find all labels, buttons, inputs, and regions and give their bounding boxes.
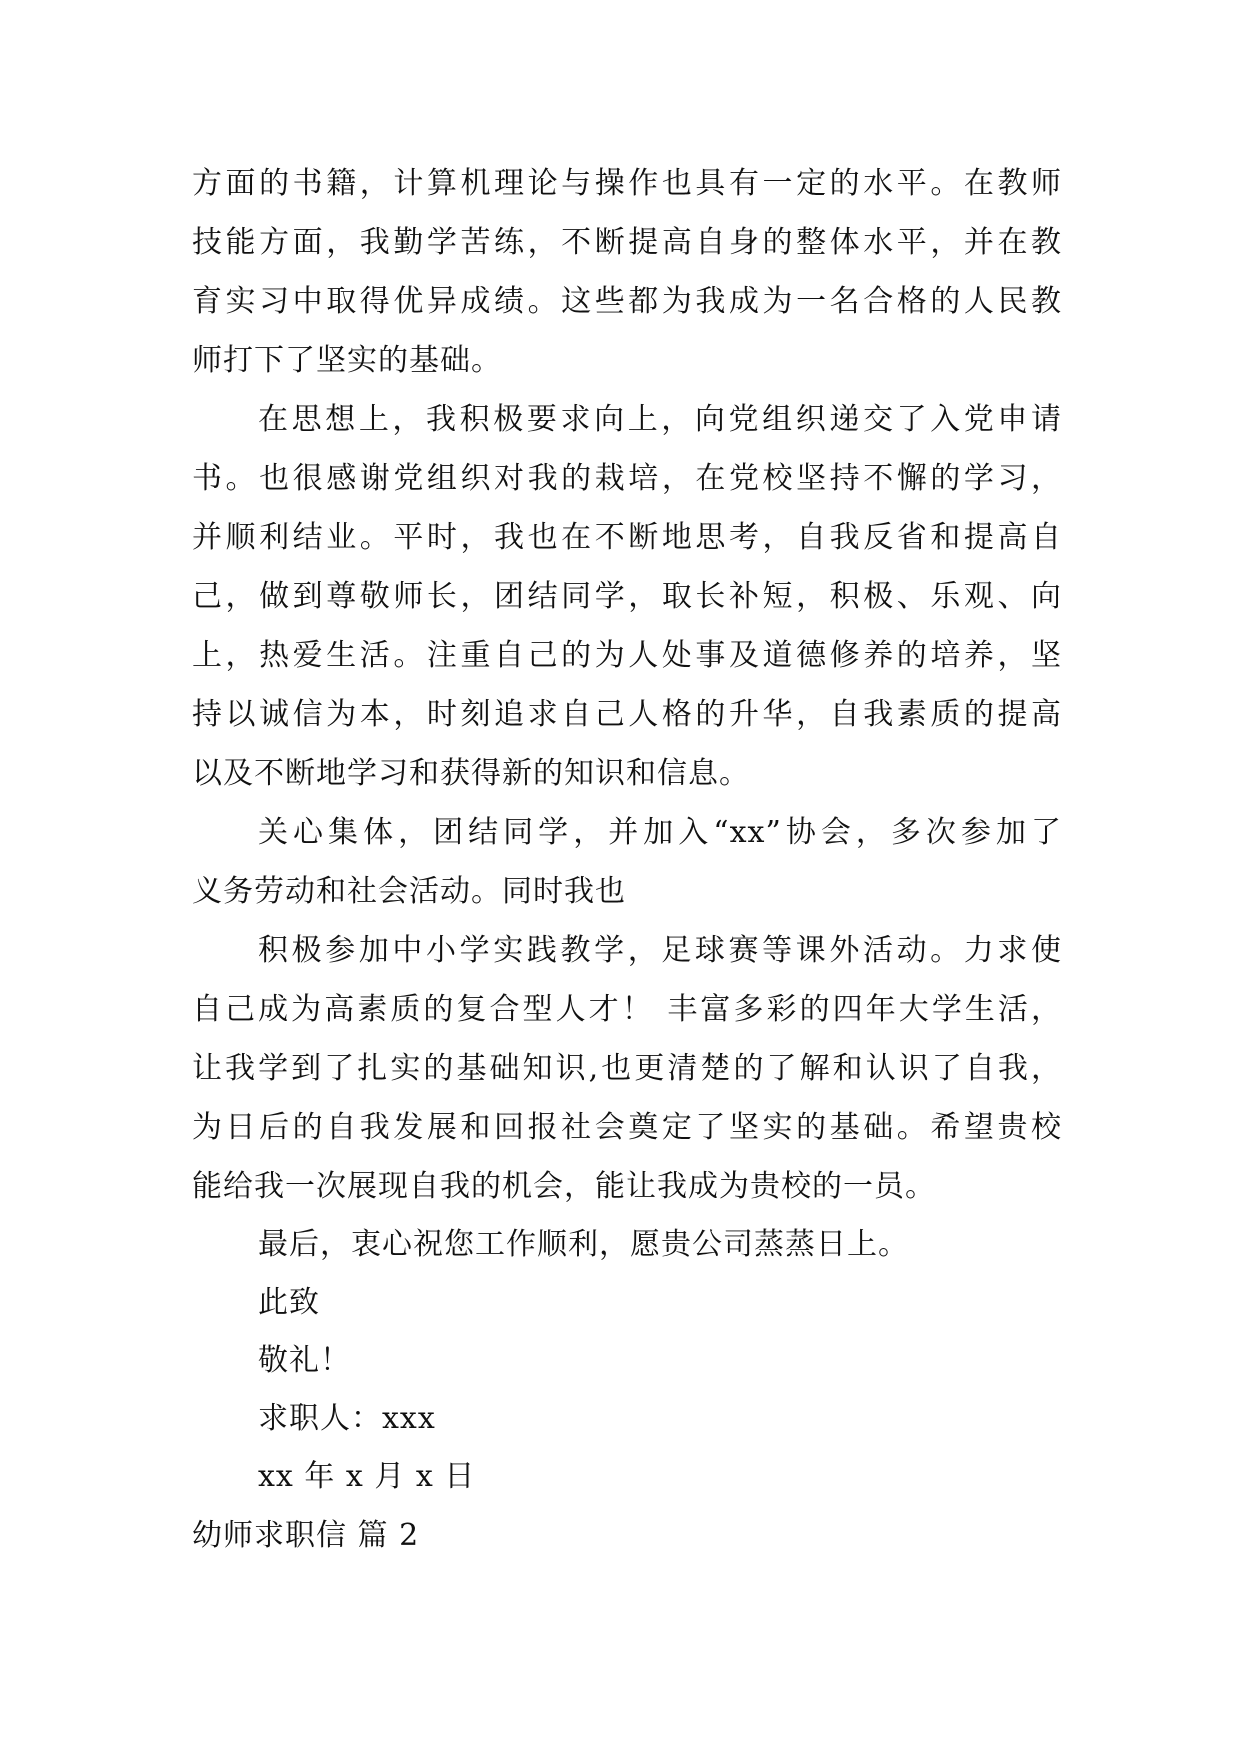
signature-line: 求职人：xxx bbox=[258, 1401, 436, 1436]
date-line: xx 年 x 月 x 日 bbox=[258, 1459, 476, 1494]
text-line: 方面的书籍，计算机理论与操作也具有一定的水平。在教师 bbox=[192, 166, 1062, 201]
salutation-jing-li: 敬礼！ bbox=[258, 1343, 351, 1378]
text-line: 育实习中取得优异成绩。这些都为我成为一名合格的人民教 bbox=[192, 284, 1062, 319]
section-heading: 幼师求职信 篇 2 bbox=[192, 1518, 420, 1553]
paragraph-start-line: 在思想上，我积极要求向上，向党组织递交了入党申请 bbox=[258, 402, 1062, 437]
paragraph-start-line: 关心集体，团结同学，并加入“xx”协会，多次参加了 bbox=[258, 815, 1062, 850]
text-line: 上，热爱生活。注重自己的为人处事及道德修养的培养，坚 bbox=[192, 638, 1062, 673]
text-line: 持以诚信为本，时刻追求自己人格的升华，自我素质的提高 bbox=[192, 697, 1062, 732]
text-line: 义务劳动和社会活动。同时我也 bbox=[192, 874, 626, 909]
text-line: 师打下了坚实的基础。 bbox=[192, 343, 502, 378]
closing-wish: 最后，衷心祝您工作顺利，愿贵公司蒸蒸日上。 bbox=[258, 1227, 909, 1262]
text-line: 让我学到了扎实的基础知识,也更清楚的了解和认识了自我， bbox=[192, 1051, 1062, 1086]
text-line: 技能方面，我勤学苦练，不断提高自身的整体水平，并在教 bbox=[192, 225, 1062, 260]
text-line: 己，做到尊敬师长，团结同学，取长补短，积极、乐观、向 bbox=[192, 579, 1062, 614]
text-line: 为日后的自我发展和回报社会奠定了坚实的基础。希望贵校 bbox=[192, 1110, 1062, 1145]
paragraph-start-line: 积极参加中小学实践教学，足球赛等课外活动。力求使 bbox=[258, 933, 1062, 968]
text-line: 以及不断地学习和获得新的知识和信息。 bbox=[192, 756, 750, 791]
text-line: 书。也很感谢党组织对我的栽培，在党校坚持不懈的学习， bbox=[192, 461, 1062, 496]
salutation-ci-zhi: 此致 bbox=[258, 1285, 320, 1320]
letter-body bbox=[192, 154, 1062, 1565]
text-line: 能给我一次展现自我的机会，能让我成为贵校的一员。 bbox=[192, 1169, 936, 1204]
text-line: 并顺利结业。平时，我也在不断地思考，自我反省和提高自 bbox=[192, 520, 1062, 555]
text-line: 自己成为高素质的复合型人才！ 丰富多彩的四年大学生活， bbox=[192, 992, 1062, 1027]
